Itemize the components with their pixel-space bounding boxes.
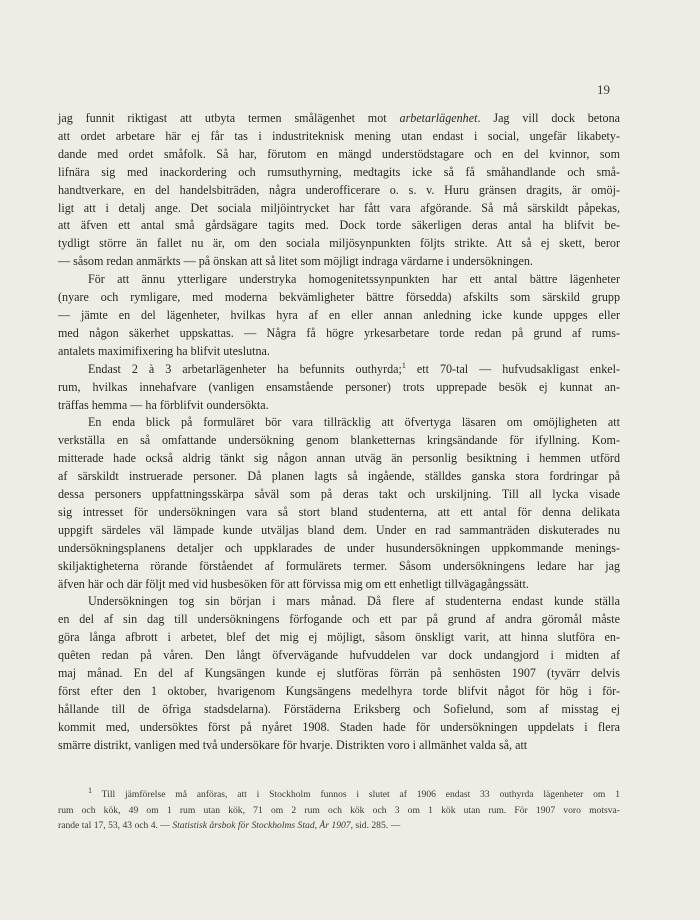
text-line: tydligt större än fallet nu är, om den sociala miljösynpunkten följts strikte. Att så ej skett, beror <box>58 236 620 251</box>
text-line: Undersökningen tog sin början i mars månad. Då flere af studenterna endast kunde ställa <box>88 594 620 609</box>
text-line: (nyare och rymligare, med moderna bekvämligheter bättre försedda) afskilts som särskild grupp <box>58 290 620 305</box>
text-line: smärre distrikt, vanligen med två undersökare för hvarje. Distrikten voro i allmänhet valda så, att <box>58 737 528 752</box>
text-line: uppgift särdeles väl lämpade kunde utväljas bland dem. Under en rad sammanträden diskuterades nu <box>58 522 620 537</box>
text-line: af särskildt instruerade personer. Då planen lagts så ingående, ställdes ganska stora fordringar på <box>58 469 620 484</box>
paragraph-2 <box>58 271 620 361</box>
text-line: För att ännu ytterligare understryka homogenitetssynpunkten har ett antal bättre lägenheter <box>88 272 620 287</box>
text-line: hållande till de öfriga stadsdelarna). Förstäderna Eriksberg och Sofielund, som af misstag ej <box>58 701 620 716</box>
text-line: undersökningsplanens detaljer och uppklarades de under husundersökningen uppkommande menings- <box>58 540 620 555</box>
text-line: skiljaktigheterna rörande förståendet af formulärets termer. Såsom undersökningens ledare har jag <box>58 558 620 573</box>
text-line: dessa personers uppfattningsskärpa såväl som på deras takt och urskiljning. Till all lycka visade <box>58 487 620 502</box>
paragraph-1 <box>58 110 620 271</box>
paragraph-4 <box>58 414 620 593</box>
text-line: antalets maximifixering ha blifvit uteslutna. <box>58 343 270 358</box>
text-line: jag funnit riktigast att utbyta termen smålägenhet mot arbetarlägenhet. Jag vill dock betona <box>58 111 620 125</box>
page-number: 19 <box>597 82 610 97</box>
text-line: mitterade hade också aldrig tänkt sig någon annan utväg än personlig besiktning i hemmen utförd <box>58 451 620 466</box>
footnote-line: rande tal 17, 53, 43 och 4. — Statistisk årsbok för Stockholms Stad, År 1907, sid. 285. — <box>58 820 401 831</box>
body-text <box>58 110 620 755</box>
text-line: rum, hvilkas innehafvare (vanligen ensamstående personer) trots upprepade besök ej kunnat an- <box>58 379 620 394</box>
text-line: Endast 2 à 3 arbetarlägenheter ha befunnits outhyrda;$^1$ ett 70-tal — hufvudsakligast enkel- <box>88 360 620 376</box>
text-line: med någon säkerhet uppskattas. — Några få högre yrkesarbetare torde redan på grund af rums- <box>58 325 620 340</box>
text-line: ligt att i detalj ange. Det sociala miljöintrycket har fått vara afgörande. Så må särskildt påpekas, <box>58 200 620 215</box>
text-line: handtverkare, en del handelsbiträden, några underofficerare o. s. v. Huru gränsen dragits, är omöj- <box>58 182 620 197</box>
text-line: — jämte en del lägenheter, hvilkas hyra af en eller annan anledning icke kunde uppges eller <box>58 307 620 322</box>
footnote-marker[interactable]: 1 <box>401 360 406 370</box>
text-line: äfven här och där följt med vid husbesöken för att förvissa mig om ett enhetligt tillvägagångssätt. <box>58 576 529 591</box>
text-line: att ordet arbetare här ej får tas i industriteknisk mening utan endast i social, ungefär likabety- <box>58 128 620 143</box>
text-line: quêten redan på våren. Den långt öfvervägande hufvuddelen var dock undangjord i midten af <box>58 648 620 663</box>
text-line: kommit med, undersöktes först på nyåret 1908. Staden hade för undersökningen uppdelats i flera <box>58 719 620 734</box>
text-line: först efter den 1 oktober, hvarigenom Kungsängens medelhyra torde blifvit något för hög i för- <box>58 684 620 698</box>
footnote <box>58 787 620 834</box>
text-line: dande med ordet småfolk. Så har, förutom en mängd understödstagare och en del kvinnor, som <box>58 146 620 161</box>
text-line: sig intresset för undersökningen vara så stort bland studenterna, att ett antal för denna delikata <box>58 504 620 519</box>
text-line: att äfven ett antal små gårdsägare tagits med. Dock torde säkerligen deras antal ha blifvit be- <box>58 218 620 233</box>
text-line: verkställa en så omfattande undersökning genom blanketternas kringsändande för ifyllning. Kom- <box>58 433 620 448</box>
text-line: träffas hemma — ha förblifvit oundersökta. <box>58 397 269 412</box>
paragraph-3 <box>58 361 620 415</box>
text-line: En enda blick på formuläret bör vara tillräcklig att öfvertyga läsaren om omöjligheten att <box>88 415 620 430</box>
footnote-number: 1 <box>88 785 92 795</box>
text-line: — såsom redan anmärkts — på önskan att så litet som möjligt indraga värdarne i undersökningen. <box>58 254 533 269</box>
text-line: lifnära sig med inackordering och rumsuthyrning, medtagits icke så få småhandlande och små- <box>58 164 620 179</box>
text-line: göra långa afbrott i arbetet, blef det mig ej möjligt, såsom önskligt varit, att hinna slutföra en- <box>58 630 620 645</box>
footnote-line: rum och kök, 49 om 1 rum utan kök, 71 om 2 rum och kök och 3 om 1 kök utan rum. För 1907 voro motsva- <box>58 804 620 816</box>
text-line: en del af sin dag till undersökningens förfogande och ett par på grund af andra göromål måste <box>58 612 620 627</box>
footnote-line: $^1$ Till jämförelse må anföras, att i Stockholm funnos i slutet af 1906 endast 33 outhyrda lägenheter om 1 <box>88 785 620 800</box>
paragraph-5 <box>58 593 620 754</box>
text-line: maj månad. En del af Kungsängen kunde ej slutföras förrän på senhösten 1907 (tyvärr delvis <box>58 666 620 681</box>
